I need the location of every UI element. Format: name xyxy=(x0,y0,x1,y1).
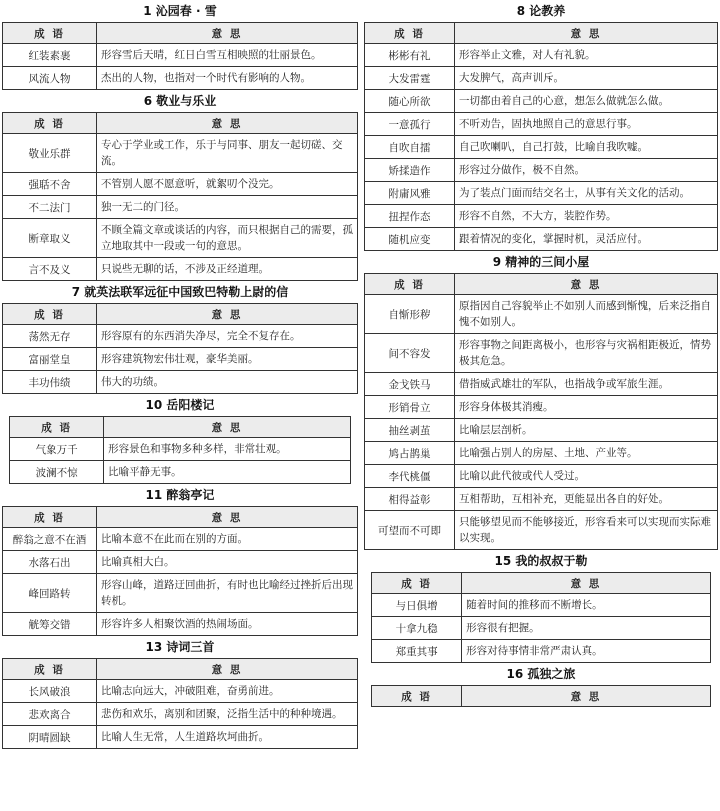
header-meaning: 意 思 xyxy=(97,113,358,134)
idiom-meaning: 只说些无聊的话，不涉及正经道理。 xyxy=(97,258,358,281)
table-header-row xyxy=(3,304,358,325)
table-header-row xyxy=(3,507,358,528)
section-block xyxy=(2,90,358,281)
idiom-term: 峰回路转 xyxy=(3,574,97,613)
table-row xyxy=(3,258,358,281)
table-row xyxy=(3,196,358,219)
idiom-term: 风流人物 xyxy=(3,67,97,90)
idiom-meaning: 互相帮助，互相补充，更能显出各自的好处。 xyxy=(455,488,718,511)
table-row xyxy=(3,371,358,394)
table-row xyxy=(3,703,358,726)
idiom-meaning: 专心于学业或工作，乐于与同事、朋友一起切磋、交流。 xyxy=(97,134,358,173)
idiom-table xyxy=(2,22,358,90)
idiom-meaning: 不听劝告，固执地照自己的意思行事。 xyxy=(455,113,718,136)
table-row xyxy=(365,205,718,228)
table-row xyxy=(365,373,718,396)
idiom-table xyxy=(371,572,711,663)
idiom-term: 自吹自擂 xyxy=(365,136,455,159)
section-block xyxy=(364,663,718,707)
table-row xyxy=(3,726,358,749)
idiom-meaning: 比喻人生无常，人生道路坎坷曲折。 xyxy=(97,726,358,749)
left-column xyxy=(2,0,358,749)
idiom-term: 可望而不可即 xyxy=(365,511,455,550)
header-term: 成 语 xyxy=(10,417,104,438)
section-block xyxy=(2,636,358,749)
idiom-meaning: 比喻志向远大，冲破阻难，奋勇前进。 xyxy=(97,680,358,703)
table-row xyxy=(3,67,358,90)
header-term: 成 语 xyxy=(3,507,97,528)
idiom-meaning: 原指因自己容貌举止不如别人而感到惭愧，后来泛指自愧不如别人。 xyxy=(455,295,718,334)
idiom-term: 形销骨立 xyxy=(365,396,455,419)
idiom-term: 十拿九稳 xyxy=(372,617,462,640)
section-block xyxy=(2,0,358,90)
table-row xyxy=(3,528,358,551)
header-meaning: 意 思 xyxy=(462,686,711,707)
idiom-term: 相得益彰 xyxy=(365,488,455,511)
idiom-meaning: 一切都由着自己的心意，想怎么做就怎么做。 xyxy=(455,90,718,113)
header-meaning: 意 思 xyxy=(455,23,718,44)
idiom-meaning: 比喻真相大白。 xyxy=(97,551,358,574)
idiom-term: 扭捏作态 xyxy=(365,205,455,228)
section-title: 8 论教养 xyxy=(516,4,566,18)
idiom-table xyxy=(2,112,358,281)
idiom-meaning: 随着时间的推移而不断增长。 xyxy=(462,594,711,617)
idiom-meaning: 形容过分做作，极不自然。 xyxy=(455,159,718,182)
table-header-row xyxy=(365,274,718,295)
table-header-row xyxy=(3,113,358,134)
header-meaning: 意 思 xyxy=(97,304,358,325)
idiom-term: 荡然无存 xyxy=(3,325,97,348)
idiom-meaning: 不管别人愿不愿意听，就絮叨个没完。 xyxy=(97,173,358,196)
idiom-meaning: 形容不自然，不大方，装腔作势。 xyxy=(455,205,718,228)
idiom-meaning: 比喻层层剖析。 xyxy=(455,419,718,442)
idiom-meaning: 形容对待事情非常严肃认真。 xyxy=(462,640,711,663)
table-row xyxy=(372,617,711,640)
table-row xyxy=(365,511,718,550)
idiom-term: 大发雷霆 xyxy=(365,67,455,90)
idiom-term: 郑重其事 xyxy=(372,640,462,663)
table-row xyxy=(3,44,358,67)
table-row xyxy=(365,228,718,251)
table-row xyxy=(10,461,351,484)
table-header-row xyxy=(372,686,711,707)
idiom-meaning: 形容很有把握。 xyxy=(462,617,711,640)
idiom-term: 丰功伟绩 xyxy=(3,371,97,394)
idiom-meaning: 自己吹喇叭，自己打鼓，比喻自我吹嘘。 xyxy=(455,136,718,159)
header-term: 成 语 xyxy=(3,113,97,134)
table-row xyxy=(365,113,718,136)
idiom-term: 自惭形秽 xyxy=(365,295,455,334)
table-row xyxy=(372,640,711,663)
section-block xyxy=(364,0,718,251)
table-row xyxy=(365,182,718,205)
idiom-meaning: 比喻本意不在此而在别的方面。 xyxy=(97,528,358,551)
idiom-table xyxy=(2,658,358,749)
idiom-term: 鸠占鹊巢 xyxy=(365,442,455,465)
idiom-meaning: 跟着情况的变化，掌握时机，灵活应付。 xyxy=(455,228,718,251)
idiom-term: 一意孤行 xyxy=(365,113,455,136)
section-block xyxy=(2,394,358,484)
header-meaning: 意 思 xyxy=(97,659,358,680)
table-row xyxy=(3,613,358,636)
table-row xyxy=(365,136,718,159)
idiom-table xyxy=(364,22,718,251)
section-title: 16 孤独之旅 xyxy=(506,667,576,681)
section-block xyxy=(2,484,358,636)
idiom-term: 金戈铁马 xyxy=(365,373,455,396)
table-row xyxy=(3,173,358,196)
section-block xyxy=(2,281,358,394)
idiom-meaning: 独一无二的门径。 xyxy=(97,196,358,219)
table-row xyxy=(10,438,351,461)
idiom-meaning: 形容事物之间距离极小，也形容与灾祸相距极近，情势极其危急。 xyxy=(455,334,718,373)
header-meaning: 意 思 xyxy=(104,417,351,438)
idiom-term: 阴晴圆缺 xyxy=(3,726,97,749)
table-header-row xyxy=(372,573,711,594)
idiom-term: 觥筹交错 xyxy=(3,613,97,636)
right-column xyxy=(364,0,718,707)
table-row xyxy=(365,295,718,334)
section-title: 7 就英法联军远征中国致巴特勒上尉的信 xyxy=(71,285,289,299)
header-meaning: 意 思 xyxy=(455,274,718,295)
table-row xyxy=(365,488,718,511)
idiom-term: 醉翁之意不在酒 xyxy=(3,528,97,551)
idiom-table xyxy=(9,416,351,484)
idiom-meaning: 不顾全篇文章或谈话的内容，而只根据自己的需要，孤立地取其中一段或一句的意思。 xyxy=(97,219,358,258)
idiom-term: 强聒不舍 xyxy=(3,173,97,196)
table-row xyxy=(3,325,358,348)
table-row xyxy=(365,159,718,182)
section-title: 9 精神的三间小屋 xyxy=(492,255,590,269)
idiom-meaning: 杰出的人物，也指对一个时代有影响的人物。 xyxy=(97,67,358,90)
table-row xyxy=(365,334,718,373)
table-row xyxy=(365,396,718,419)
idiom-term: 彬彬有礼 xyxy=(365,44,455,67)
idiom-term: 抽丝剥茧 xyxy=(365,419,455,442)
header-term: 成 语 xyxy=(3,304,97,325)
header-meaning: 意 思 xyxy=(97,507,358,528)
section-title: 15 我的叔叔于勒 xyxy=(494,554,588,568)
table-header-row xyxy=(10,417,351,438)
table-row xyxy=(365,419,718,442)
table-row xyxy=(3,680,358,703)
table-row xyxy=(365,44,718,67)
idiom-term: 断章取义 xyxy=(3,219,97,258)
section-block xyxy=(364,251,718,550)
section-title: 11 醉翁亭记 xyxy=(145,488,215,502)
idiom-meaning: 形容原有的东西消失净尽，完全不复存在。 xyxy=(97,325,358,348)
idiom-meaning: 形容举止文雅，对人有礼貌。 xyxy=(455,44,718,67)
idiom-term: 红装素裹 xyxy=(3,44,97,67)
idiom-term: 富丽堂皇 xyxy=(3,348,97,371)
header-term: 成 语 xyxy=(372,573,462,594)
table-row xyxy=(3,219,358,258)
idiom-meaning: 形容建筑物宏伟壮观，豪华美丽。 xyxy=(97,348,358,371)
idiom-term: 长风破浪 xyxy=(3,680,97,703)
section-title: 6 敬业与乐业 xyxy=(143,94,217,108)
header-term: 成 语 xyxy=(365,274,455,295)
idiom-meaning: 伟大的功绩。 xyxy=(97,371,358,394)
idiom-meaning: 比喻以此代彼或代人受过。 xyxy=(455,465,718,488)
table-row xyxy=(365,465,718,488)
header-term: 成 语 xyxy=(372,686,462,707)
table-header-row xyxy=(3,23,358,44)
idiom-term: 悲欢离合 xyxy=(3,703,97,726)
section-title: 13 诗词三首 xyxy=(145,640,215,654)
idiom-term: 矫揉造作 xyxy=(365,159,455,182)
header-term: 成 语 xyxy=(365,23,455,44)
idiom-meaning: 只能够望见而不能够接近，形容看来可以实现而实际难以实现。 xyxy=(455,511,718,550)
idiom-meaning: 比喻平静无事。 xyxy=(104,461,351,484)
table-row xyxy=(3,348,358,371)
table-row xyxy=(365,442,718,465)
idiom-term: 附庸风雅 xyxy=(365,182,455,205)
table-header-row xyxy=(3,659,358,680)
idiom-term: 随心所欲 xyxy=(365,90,455,113)
table-row xyxy=(3,551,358,574)
idiom-table xyxy=(2,506,358,636)
section-block xyxy=(364,550,718,663)
header-term: 成 语 xyxy=(3,659,97,680)
idiom-meaning: 悲伤和欢乐，离别和团聚，泛指生活中的种种境遇。 xyxy=(97,703,358,726)
idiom-meaning: 为了装点门面而结交名士，从事有关文化的活动。 xyxy=(455,182,718,205)
idiom-table xyxy=(2,303,358,394)
idiom-term: 水落石出 xyxy=(3,551,97,574)
idiom-term: 与日俱增 xyxy=(372,594,462,617)
idiom-term: 李代桃僵 xyxy=(365,465,455,488)
idiom-term: 敬业乐群 xyxy=(3,134,97,173)
idiom-meaning: 形容许多人相聚饮酒的热闹场面。 xyxy=(97,613,358,636)
idiom-term: 不二法门 xyxy=(3,196,97,219)
table-header-row xyxy=(365,23,718,44)
idiom-table xyxy=(371,685,711,707)
table-row xyxy=(365,67,718,90)
header-term: 成 语 xyxy=(3,23,97,44)
idiom-meaning: 形容山峰，道路迂回曲折，有时也比喻经过挫折后出现转机。 xyxy=(97,574,358,613)
section-title: 10 岳阳楼记 xyxy=(145,398,215,412)
table-row xyxy=(372,594,711,617)
idiom-meaning: 形容雪后天晴，红日白雪互相映照的壮丽景色。 xyxy=(97,44,358,67)
table-row xyxy=(3,574,358,613)
header-meaning: 意 思 xyxy=(97,23,358,44)
idiom-term: 波澜不惊 xyxy=(10,461,104,484)
idiom-meaning: 比喻强占别人的房屋、土地、产业等。 xyxy=(455,442,718,465)
idiom-term: 气象万千 xyxy=(10,438,104,461)
idiom-table xyxy=(364,273,718,550)
table-row xyxy=(3,134,358,173)
idiom-meaning: 形容景色和事物多种多样，非常壮观。 xyxy=(104,438,351,461)
idiom-meaning: 形容身体极其消瘦。 xyxy=(455,396,718,419)
idiom-term: 言不及义 xyxy=(3,258,97,281)
idiom-meaning: 大发脾气，高声训斥。 xyxy=(455,67,718,90)
idiom-term: 随机应变 xyxy=(365,228,455,251)
section-title: 1 沁园春 · 雪 xyxy=(143,4,217,18)
table-row xyxy=(365,90,718,113)
header-meaning: 意 思 xyxy=(462,573,711,594)
idiom-term: 间不容发 xyxy=(365,334,455,373)
idiom-meaning: 借指威武雄壮的军队，也指战争或军旅生涯。 xyxy=(455,373,718,396)
